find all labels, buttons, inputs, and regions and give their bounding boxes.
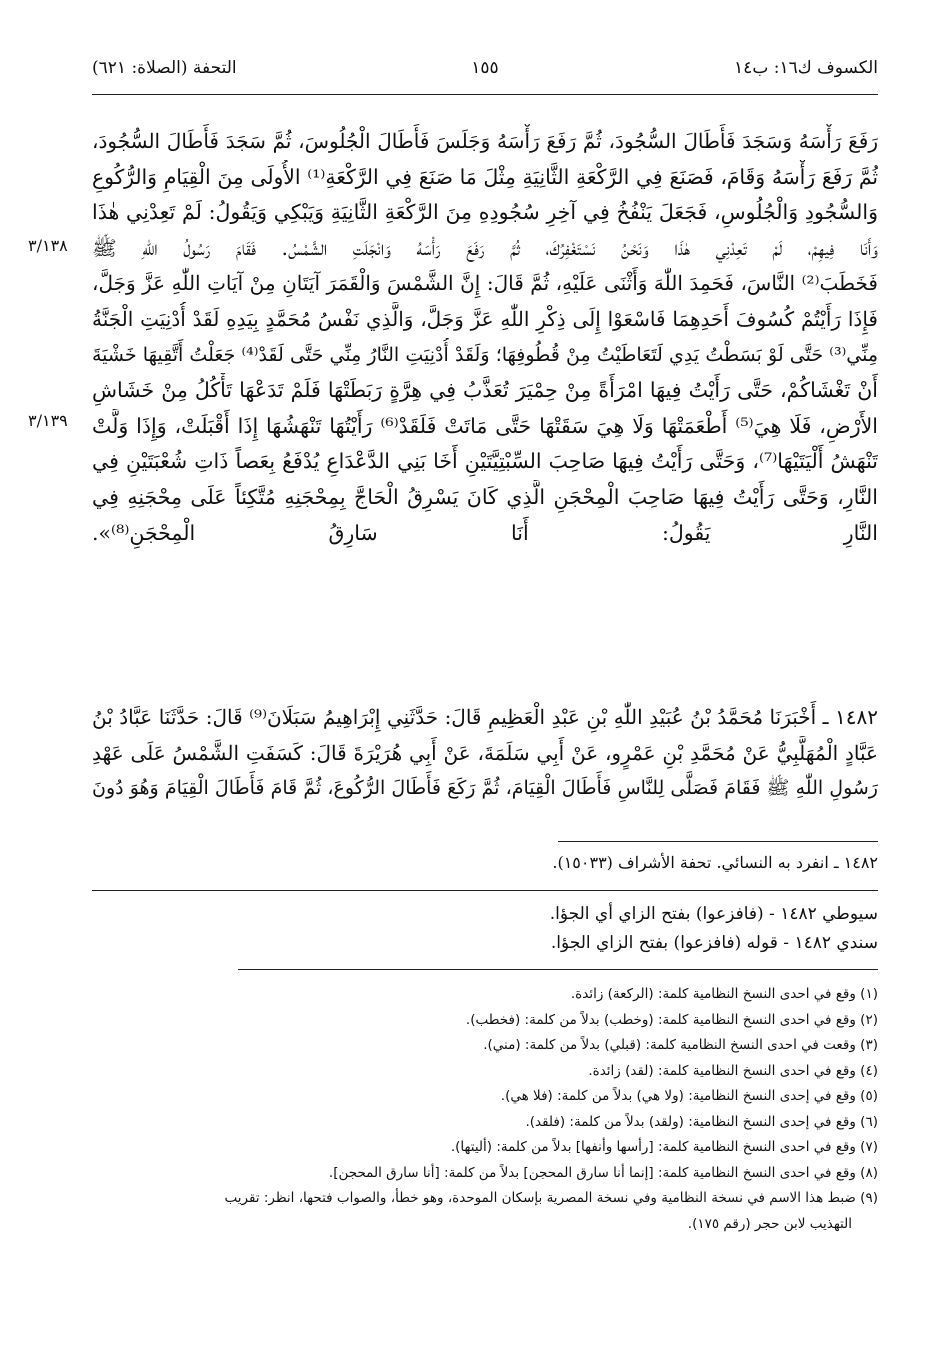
footnote: (٦) وقع في إحدى النسخ النظامية: (ولقد) بدلاً من كلمة: (فلقد). bbox=[525, 1113, 878, 1130]
text-line: فَخَطَبَ⁽²⁾ النَّاسَ، فَحَمِدَ اللّٰهَ وَأَثْنَى عَلَيْهِ، ثُمَّ قَالَ: إِنَّ الشَّمْسَ وَالْقَمَرَ آيَتَانِ مِنْ آيَاتِ اللّٰهِ عَزَّ وَجَلَّ، bbox=[92, 271, 878, 296]
text-line: تَنْهَشُ أَلْيَتَيْهَا⁽⁷⁾، وَحَتَّى رَأَيْتُ فِيهَا صَاحِبَ السِّبْتِيَّتَيْنِ أَخَا بَنِي الدَّعْدَاعِ يُدْفَعُ بِعَصاً ذَاتِ شُعْبَتَيْنِ فِي bbox=[92, 449, 878, 474]
footnote: (٧) وقع في احدى النسخ النظامية كلمة: [رأسها وأنفها] بدلاً من كلمة: (أليتها). bbox=[450, 1139, 878, 1155]
takhrij-rule bbox=[558, 841, 878, 842]
footnote: (٩) ضبط هذا الاسم في نسخة النظامية وفي نسخة المصرية بإسكان الموحدة، وهو خطأ، والصواب فتحها، انظر: تقريب bbox=[224, 1190, 878, 1206]
text-line: مِنِّي⁽³⁾ حَتَّى لَوْ بَسَطْتُ يَدِي لَتَعَاطَيْتُ مِنْ قُطُوفِهَا؛ وَلَقَدْ أُدْنِيَتِ النَّارُ مِنِّي حَتَّى لَقَدْ⁽⁴⁾ جَعَلْتُ أَتَّقِيهَا خَشْيَةَ bbox=[92, 343, 878, 366]
sindi-commentary: سندي ١٤٨٢ - قوله (فافزعوا) بفتح الزاي الجؤا. bbox=[550, 933, 878, 953]
commentaries bbox=[92, 900, 878, 958]
footnotes bbox=[92, 982, 878, 1237]
takhrij-note: ١٤٨٢ ـ انفرد به النسائي. تحفة الأشراف (١٥٠٣٣). bbox=[552, 853, 878, 872]
footnote: (٨) وقع في احدى النسخ النظامية كلمة: [إنما أنا سارق المحجن] بدلاً من كلمة: [أنا سارق المحجن]. bbox=[328, 1164, 878, 1181]
footnote: (١) وقع في احدى النسخ النظامية كلمة: (الركعة) زائدة. bbox=[570, 986, 878, 1002]
text-line: ثُمَّ رَفَعَ رَأْسَهُ وَقَامَ، فَصَنَعَ فِي الرَّكْعَةِ الثَّانِيَةِ مِثْلَ مَا صَنَعَ فِي الرَّكْعَةِ⁽¹⁾ الأُولَى مِنَ الْقِيَامِ وَالرُّكُوعِ bbox=[92, 164, 878, 189]
text-line bbox=[92, 551, 878, 587]
commentary-rule bbox=[92, 890, 878, 891]
text-line: أَنْ تَغْشَاكُمْ، حَتَّى رَأَيْتُ فِيهَا امْرَأَةً مِنْ حِمْيَرَ تُعَذَّبُ فِي هِرَّةٍ رَبَطَتْهَا فَلَمْ تَدَعْهَا تَأْكُلُ مِنْ خَشَاشِ bbox=[92, 378, 878, 403]
running-header bbox=[92, 54, 878, 84]
footnote: (٢) وقع في احدى النسخ النظامية كلمة: (وخطب) بدلاً من كلمة: (فخطب). bbox=[465, 1011, 878, 1028]
text-line: النَّارِ يَقُولُ: أَنَا سَارِقُ الْمِحْجَنِ⁽⁸⁾». bbox=[92, 520, 878, 545]
footnote: (٥) وقع في إحدى النسخ النظامية: (ولا هي) بدلاً من كلمة: (فلا هي). bbox=[500, 1088, 878, 1104]
suyuti-commentary: سيوطي ١٤٨٢ - (فافزعوا) بفتح الزاي أي الجؤا. bbox=[549, 904, 878, 924]
hadith-line: ١٤٨٢ ـ أَخْبَرَنَا مُحَمَّدُ بْنُ عُبَيْدِ اللّٰهِ بْنِ عَبْدِ الْعَظِيمِ قَالَ: حَدَّثَنِي إِبْرَاهِيمُ سَبَلَانَ⁽⁹⁾ قَالَ: حَدَّثَنَا عَبَّادُ بْنُ bbox=[92, 705, 878, 729]
footnote: (٣) وقعت في احدى النسخ النظامية كلمة: (قبلي) بدلاً من كلمة: (مني). bbox=[483, 1037, 878, 1053]
text-line: الأَرْضِ، فَلَا هِيَ⁽⁵⁾ أَطْعَمَتْهَا وَلَا هِيَ سَقَتْهَا حَتَّى مَاتَتْ فَلَقَدْ⁽⁶⁾ رَأَيْتُهَا تَنْهَشُهَا إِذَا أَقْبَلَتْ، وَإِذَا وَلَّتْ bbox=[92, 413, 878, 438]
text-line: النَّارِ، وَحَتَّى رَأَيْتُ فِيهَا صَاحِبَ الْمِحْجَنِ الَّذِي كَانَ يَسْرِقُ الْحَاجَّ بِمِحْجَنِهِ مُتَّكِئاً عَلَى مِحْجَنِهِ فِي bbox=[92, 484, 878, 509]
hadith-line: رَسُولِ اللّٰهِ ﷺ فَقَامَ فَصَلَّى لِلنَّاسِ فَأَطَالَ الْقِيَامَ، ثُمَّ رَكَعَ فَأَطَالَ الرُّكُوعَ، ثُمَّ قَامَ فَأَطَالَ الْقِيَامَ وَهُوَ دُونَ bbox=[92, 777, 878, 800]
main-text bbox=[92, 124, 878, 587]
page-number: ١٥٥ bbox=[471, 58, 499, 78]
header-rule bbox=[92, 94, 878, 95]
text-line: وَأَنَا فِيهِمْ، لَمْ تَعِدْنِي هٰذَا وَنَحْنُ نَسْتَغْفِرُكَ، ثُمَّ رَفَعَ رَأْسَهُ وَانْجَلَتِ الشَّمْسُ. فَقَامَ رَسُولُ اللّٰهِ ﷺ bbox=[92, 235, 878, 260]
footnote: (٤) وقع في احدى النسخ النظامية كلمة: (لقد) زائدة. bbox=[588, 1062, 878, 1079]
header-chapter-ref: الكسوف ك١٦: ب١٤ bbox=[734, 58, 878, 78]
text-line: فَإِذَا رَأَيْتُمْ كُسُوفَ أَحَدِهِمَا فَاسْعَوْا إِلَى ذِكْرِ اللّٰهِ عَزَّ وَجَلَّ، وَالَّذِي نَفْسُ مُحَمَّدٍ بِيَدِهِ لَقَدْ أُدْنِيَتِ الْجَنَّةُ bbox=[92, 306, 878, 331]
footnote-continuation: التهذيب لابن حجر (رقم ١٧٥). bbox=[687, 1215, 852, 1232]
text-line: وَالسُّجُودِ وَالْجُلُوسِ، فَجَعَلَ يَنْفُخُ فِي آخِرِ سُجُودِهِ مِنَ الرَّكْعَةِ الثَّانِيَةِ وَيَبْكِي وَيَقُولُ: لَمْ تَعِدْنِي هٰذَا bbox=[92, 200, 878, 225]
footnotes-rule bbox=[238, 969, 878, 970]
hadith-line: عَبَّادٍ الْمُهَلَّبِيُّ عَنْ مُحَمَّدِ بْنِ عَمْرٍو، عَنْ أَبِي سَلَمَةَ، عَنْ أَبِي هُرَيْرَةَ قَالَ: كَسَفَتِ الشَّمْسُ عَلَى عَهْدِ bbox=[92, 740, 878, 765]
margin-ref-1: ٣/١٣٨ bbox=[28, 236, 68, 255]
margin-ref-2: ٣/١٣٩ bbox=[28, 411, 68, 430]
hadith-1482 bbox=[92, 700, 878, 807]
header-tuhfa-ref: التحفة (الصلاة: ٦٢١) bbox=[92, 58, 237, 78]
text-line: رَفَعَ رَأْسَهُ وَسَجَدَ فَأَطَالَ السُّجُودَ، ثُمَّ رَفَعَ رَأْسَهُ وَجَلَسَ فَأَطَالَ الْجُلُوسَ، ثُمَّ سَجَدَ فَأَطَالَ السُّجُودَ، bbox=[92, 129, 878, 153]
